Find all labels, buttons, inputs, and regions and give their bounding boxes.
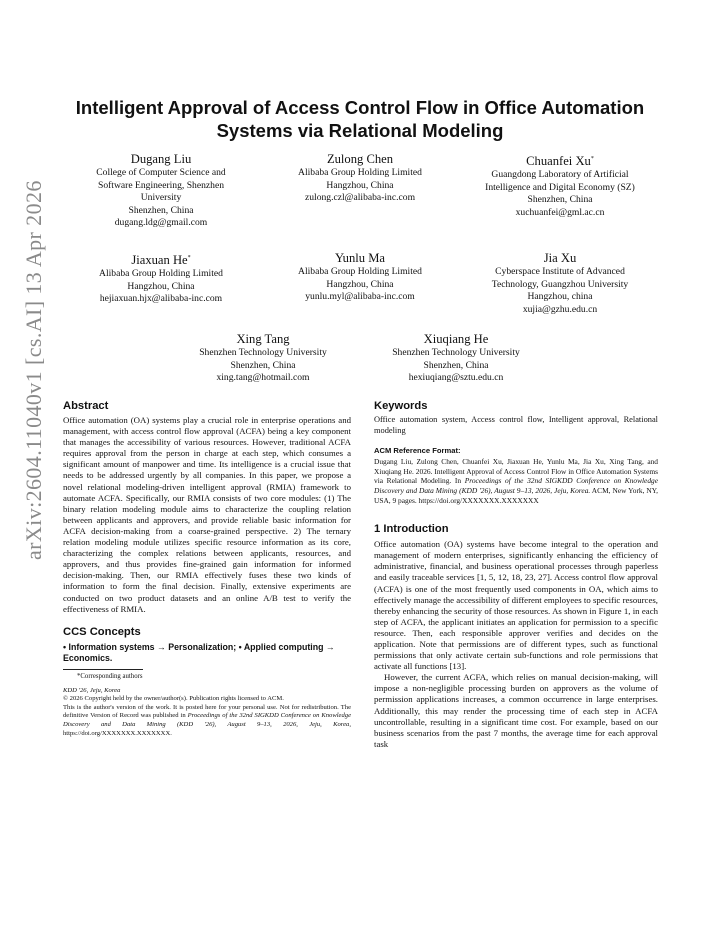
author-block-6 [460,251,660,316]
author-block-7 [163,332,363,385]
author-affiliation: College of Computer Science and [96,167,226,178]
author-affiliation: Software Engineering, Shenzhen [97,179,224,191]
author-location: Hangzhou, China [127,280,195,292]
paper-title [60,96,660,142]
author-name: Xing Tang [236,332,290,346]
author-affiliation: Alibaba Group Holding Limited [298,266,422,277]
title-line-2: Systems via Relational Modeling [216,120,504,141]
author-affiliation: Shenzhen Technology University [392,347,520,358]
author-email: hejiaxuan.hjx@alibaba-inc.com [99,293,223,305]
author-block-4 [61,251,261,306]
author-affiliation: Cyberspace Institute of Advanced [495,266,625,277]
abstract-heading: Abstract [63,400,109,412]
author-block-2 [260,152,460,205]
author-name: Xiuqiang He [423,332,489,346]
keywords-heading: Keywords [374,400,428,412]
introduction-paragraph-2: However, the current ACFA, which relies on manual decision-making, will impose a non-negligible processing burden on approvers as the volume of permission applications increases, a common occurrence in large enterprises. Additionally, this may render the processing time of each step in ACFA uncontrollable, resulting in a significant time cost. For example, based on our business scenarios from the past 7 months, the average time for each approval task [374,672,658,749]
author-name: Yunlu Ma [334,251,386,265]
author-block-3 [460,152,660,220]
author-email: xujia@gzhu.edu.cn [522,303,598,315]
author-block-5 [260,251,460,304]
author-location: Hangzhou, china [527,291,593,303]
author-affiliation: University [140,192,182,204]
author-name: Jiaxuan He* [131,253,191,268]
author-location: Shenzhen, China [128,204,194,216]
author-name: Chuanfei Xu* [526,154,594,169]
author-block-1 [61,152,261,230]
acm-reference-text: Dugang Liu, Zulong Chen, Chuanfei Xu, Jiaxuan He, Yunlu Ma, Jia Xu, Xing Tang, and Xiuqiang He. 2026. Intelligent Approval of Access Control Flow in Office Automation Systems via Relational Modeling. In Proceedings of the 32nd SIGKDD Conference on Knowledge Discovery and Data Mining (KDD '26), August 9–13, 2026, Jeju, Korea. ACM, New York, NY, USA, 9 pages. https://doi.org/XXXXXXX.XXXXXXX [374,456,658,506]
author-location: Hangzhou, China [326,278,394,290]
venue: KDD '26, Jeju, Korea [63,686,121,694]
title-line-1: Intelligent Approval of Access Control Flow in Office Automation [75,97,645,118]
arxiv-stamp: arXiv:2604.11040v1 [cs.AI] 13 Apr 2026 [21,180,46,560]
author-name: Jia Xu [543,251,577,265]
author-email: yunlu.myl@alibaba-inc.com [305,291,415,303]
author-affiliation: Technology, Guangzhou University [491,278,629,290]
abstract-text: Office automation (OA) systems play a crucial role in enterprise operations and management, with access control flow approval (ACFA) being a key component that manages the accessibility of various resources. However, traditional ACFA requires approval from the person in charge at each step, which consumes a significant amount of manpower and time. Its intelligence is a crucial issue that needs to be addressed urgently by all companies. In this paper, we propose a novel relational modeling-driven intelligent approval (RMIA) framework to automate ACFA. Specifically, our RMIA consists of two core modules: (1) The binary relation modeling module aims to characterize the coupling relation between applicants and approvers, and provide reliable basic information for ACFA decision-making from a coarse-grained perspective. 2) The ternary relation modeling module utilizes specific resource information as its core, characterizing the complex relations between applicants, resources, and approvers, and thus provides fine-grained gain information for informed decision-making. Then, our RMIA effectively fuses these two kinds of information to form the final decision. Finally, extensive experiments are conducted on two product datasets and an online A/B test to verify the effectiveness of RMIA. [63,415,351,614]
corresponding-authors-footnote: *Corresponding authors [77,672,143,680]
introduction-paragraph-1: Office automation (OA) systems have become integral to the operation and management of modern enterprises, significantly enhancing the efficiency of administrative, financial, and business operational processes through paperless and easily traceable services [1, 5, 12, 18, 23, 27]. Access control flow approval (ACFA) is one of the most frequently used components in OA, which aims to effectively manage the accessibility of different employees to specific resources, thereby enhancing the security of those resources. As shown in Figure 1, in each step of ACFA, the applicant initiates an application for permission to a specific resource. Then, each responsible approver verifies and decides on the application. Note that permissions are of different types, such as functional permissions that only activate certain sub-functions and role permissions that activate all functions [13]. [374,539,658,672]
author-affiliation: Alibaba Group Holding Limited [99,268,223,280]
introduction-heading: 1 Introduction [374,523,449,536]
author-affiliation: Guangdong Laboratory of Artificial [491,169,629,181]
ccs-heading: CCS Concepts [63,625,141,638]
author-block-8 [356,332,556,385]
author-email: dugang.ldg@gmail.com [114,217,208,229]
author-email: xing.tang@hotmail.com [216,372,310,384]
copyright-doi: , https://doi.org/XXXXXXX.XXXXXXX. [63,721,351,737]
author-email: xuchuanfei@gml.ac.cn [515,206,605,218]
copyright-block [63,687,351,739]
author-name: Zulong Chen [326,152,394,166]
right-column [374,399,658,750]
author-location: Shenzhen, China [527,194,593,206]
copyright-line: © 2026 Copyright held by the owner/author(s). Publication rights licensed to ACM. [63,695,284,703]
footnote-divider [63,669,143,670]
author-email: hexiuqiang@sztu.edu.cn [408,372,504,384]
author-location: Shenzhen, China [230,359,296,371]
author-name: Dugang Liu [130,152,192,166]
acm-reference-heading: ACM Reference Format: [374,445,461,455]
ccs-text: • Information systems → Personalization; • Applied computing → Economics. [63,641,335,663]
left-column [63,399,351,738]
author-affiliation: Alibaba Group Holding Limited [298,167,422,178]
author-affiliation: Intelligence and Digital Economy (SZ) [485,181,635,193]
author-location: Hangzhou, China [326,179,394,191]
author-affiliation: Shenzhen Technology University [199,347,327,358]
copyright-notice: This is the author's version of the work. It is posted here for your personal use. Not for redistribution. The definitive Version of Record was published in [63,703,351,720]
keywords-text: Office automation system, Access control flow, Intelligent approval, Relational modeling [374,415,658,435]
author-email: zulong.czl@alibaba-inc.com [304,192,416,204]
author-location: Shenzhen, China [423,359,489,371]
copyright-proceedings: Proceedings of the 32nd SIGKDD Conference on Knowledge Discovery and Data Mining (KDD '26), August 9–13, 2026, Jeju, Korea [63,712,352,729]
